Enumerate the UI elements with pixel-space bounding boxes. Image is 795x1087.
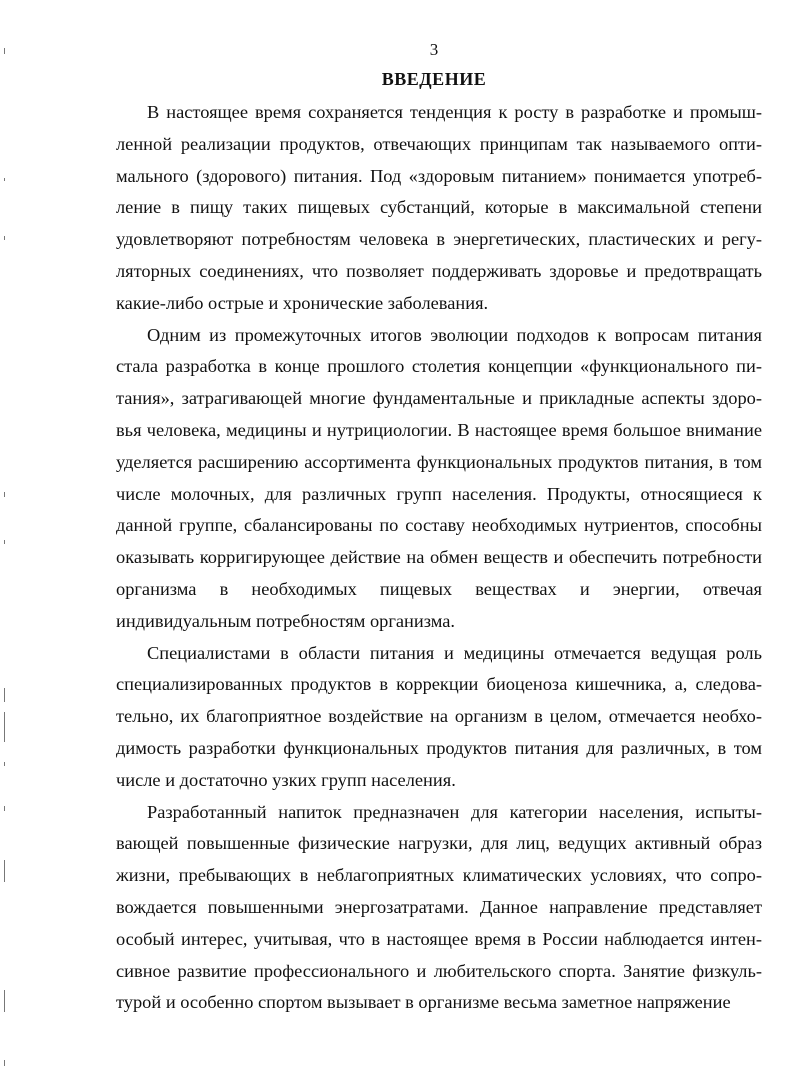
- paragraph: Специалистами в области питания и медицины отмечается ведущая роль специализированных продуктов в коррекции биоценоза кишечника, а, следовательно, их благоприятное воздействие на организм в целом, отмечается необходимость разработки функциональных продуктов питания для различных, в том числе и достаточно узких групп населения.: [116, 642, 762, 790]
- section-heading: ВВЕДЕНИЕ: [381, 69, 487, 89]
- page-number: 3: [429, 40, 439, 59]
- paragraph: Одним из промежуточных итогов эволюции подходов к вопросам питания стала разработка в конце прошлого столетия концепции «функционального питания», затрагивающей многие фундаментальные и прикладные аспекты здоровья человека, медицины и нутрициологии. В настоящее время большое внимание уделяется расширению ассортимента функциональных продуктов питания, в том числе молочных, для различных групп населения. Продукты, относящиеся к данной группе, сбалансированы по составу необходимых нутриентов, способны оказывать корригирующее действие на обмен веществ и обеспечить потребности организма в необходимых пищевых веществах и энергии, отвечая индивидуальным потребностям организма.: [116, 324, 762, 631]
- paragraph: В настоящее время сохраняется тенденция к росту в разработке и промышленной реализации продуктов, отвечающих принципам так называемого оптимального (здорового) питания. Под «здоровым питанием» понимается употребление в пищу таких пищевых субстанций, которые в максимальной степени удовлетворяют потребностям человека в энергетических, пластических и регуляторных соединениях, что позволяет поддерживать здоровье и предотвращать какие-либо острые и хронические заболевания.: [116, 102, 762, 313]
- body-text: [116, 97, 762, 1019]
- scan-margin-marks: [4, 0, 14, 1087]
- paragraph: Разработанный напиток предназначен для категории населения, испытывающей повышенные физические нагрузки, для лиц, ведущих активный образ жизни, пребывающих в неблагоприятных климатических условиях, что сопровождается повышенными энергозатратами. Данное направление представляет особый интерес, учитывая, что в настоящее время в России наблюдается интенсивное развитие профессионального и любительского спорта. Занятие физкультурой и особенно спортом вызывает в организме весьма заметное напряжение: [116, 801, 762, 1013]
